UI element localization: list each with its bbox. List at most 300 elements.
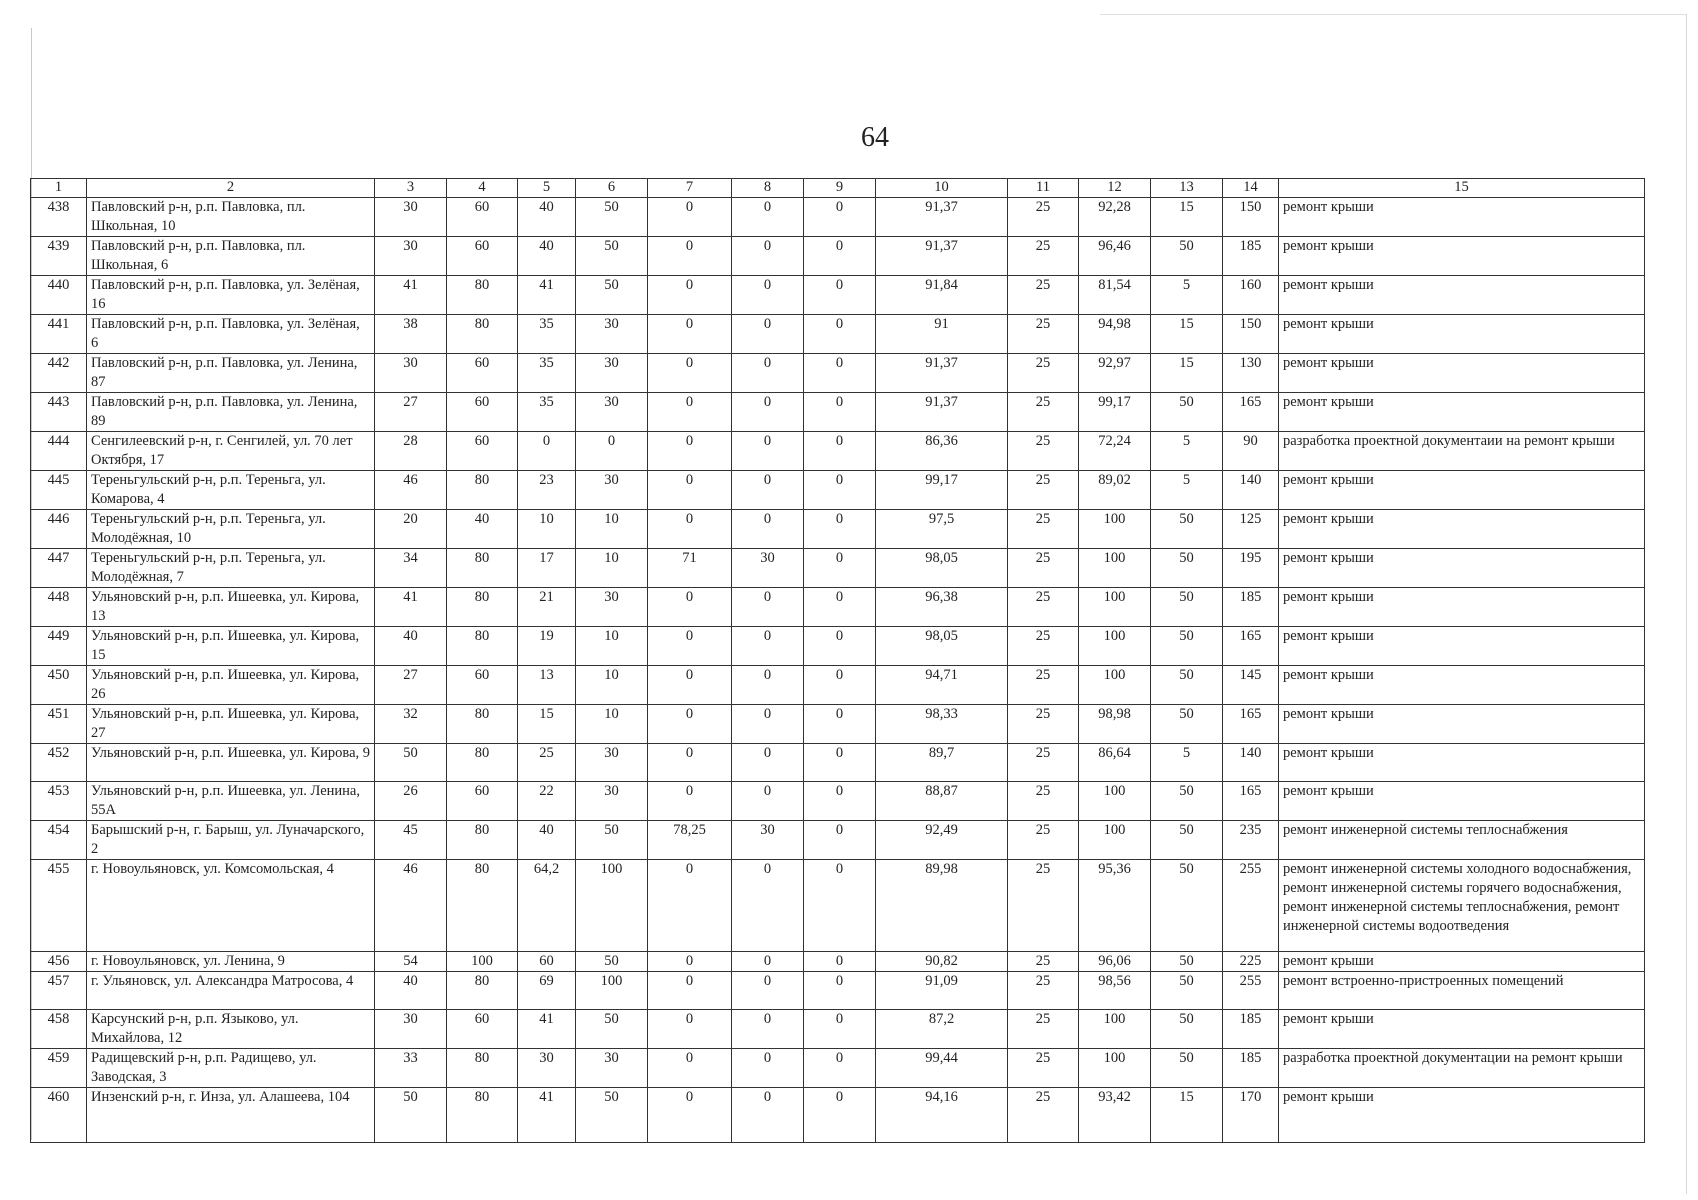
value-cell: 0	[732, 860, 804, 952]
value-cell: 98,98	[1079, 705, 1151, 744]
value-cell: 100	[1079, 1010, 1151, 1049]
value-cell: 91,37	[876, 354, 1008, 393]
value-cell: 130	[1223, 354, 1279, 393]
value-cell: 22	[518, 782, 576, 821]
address-cell: Павловский р-н, р.п. Павловка, пл. Школьная, 6	[87, 237, 375, 276]
value-cell: 25	[1008, 1088, 1079, 1143]
value-cell: 91,37	[876, 237, 1008, 276]
value-cell: 0	[732, 666, 804, 705]
column-header: 3	[375, 179, 447, 198]
value-cell: 91,37	[876, 393, 1008, 432]
address-cell: Тереньгульский р-н, р.п. Тереньга, ул. Комарова, 4	[87, 471, 375, 510]
value-cell: 25	[1008, 782, 1079, 821]
work-type-cell: ремонт крыши	[1279, 237, 1645, 276]
value-cell: 0	[648, 276, 732, 315]
value-cell: 25	[1008, 588, 1079, 627]
value-cell: 100	[1079, 510, 1151, 549]
value-cell: 80	[447, 972, 518, 1010]
value-cell: 40	[518, 237, 576, 276]
value-cell: 25	[1008, 860, 1079, 952]
value-cell: 71	[648, 549, 732, 588]
value-cell: 40	[447, 510, 518, 549]
table-row	[31, 510, 1645, 549]
work-type-cell: ремонт крыши	[1279, 510, 1645, 549]
value-cell: 10	[576, 549, 648, 588]
row-number-cell: 446	[31, 510, 87, 549]
value-cell: 165	[1223, 627, 1279, 666]
value-cell: 50	[1151, 860, 1223, 952]
value-cell: 255	[1223, 972, 1279, 1010]
value-cell: 60	[447, 666, 518, 705]
value-cell: 5	[1151, 744, 1223, 782]
value-cell: 99,17	[1079, 393, 1151, 432]
value-cell: 0	[732, 627, 804, 666]
value-cell: 0	[648, 627, 732, 666]
value-cell: 0	[648, 471, 732, 510]
value-cell: 50	[1151, 1010, 1223, 1049]
value-cell: 125	[1223, 510, 1279, 549]
work-type-cell: ремонт крыши	[1279, 705, 1645, 744]
value-cell: 0	[804, 705, 876, 744]
value-cell: 50	[576, 237, 648, 276]
value-cell: 46	[375, 860, 447, 952]
work-type-cell: разработка проектной документаии на ремонт крыши	[1279, 432, 1645, 471]
value-cell: 13	[518, 666, 576, 705]
value-cell: 45	[375, 821, 447, 860]
value-cell: 25	[1008, 432, 1079, 471]
value-cell: 60	[518, 952, 576, 972]
value-cell: 165	[1223, 782, 1279, 821]
value-cell: 0	[732, 744, 804, 782]
work-type-cell: ремонт крыши	[1279, 276, 1645, 315]
value-cell: 30	[576, 744, 648, 782]
value-cell: 0	[648, 393, 732, 432]
table-row	[31, 588, 1645, 627]
work-type-cell: ремонт крыши	[1279, 588, 1645, 627]
table-row	[31, 972, 1645, 1010]
work-type-cell: ремонт крыши	[1279, 627, 1645, 666]
value-cell: 50	[1151, 666, 1223, 705]
table-row	[31, 471, 1645, 510]
table-row	[31, 821, 1645, 860]
value-cell: 92,97	[1079, 354, 1151, 393]
value-cell: 0	[804, 315, 876, 354]
data-table	[30, 178, 1645, 1143]
value-cell: 0	[732, 1088, 804, 1143]
value-cell: 15	[1151, 354, 1223, 393]
column-header: 2	[87, 179, 375, 198]
address-cell: Павловский р-н, р.п. Павловка, ул. Ленина, 89	[87, 393, 375, 432]
value-cell: 100	[1079, 1049, 1151, 1088]
value-cell: 0	[732, 952, 804, 972]
value-cell: 0	[804, 952, 876, 972]
work-type-cell: ремонт крыши	[1279, 1010, 1645, 1049]
value-cell: 0	[648, 198, 732, 237]
value-cell: 46	[375, 471, 447, 510]
address-cell: Павловский р-н, р.п. Павловка, ул. Зелёная, 6	[87, 315, 375, 354]
value-cell: 25	[1008, 666, 1079, 705]
value-cell: 0	[732, 782, 804, 821]
value-cell: 100	[1079, 821, 1151, 860]
address-cell: Карсунский р-н, р.п. Языково, ул. Михайлова, 12	[87, 1010, 375, 1049]
value-cell: 195	[1223, 549, 1279, 588]
value-cell: 25	[1008, 198, 1079, 237]
column-header: 14	[1223, 179, 1279, 198]
value-cell: 0	[804, 510, 876, 549]
table-row	[31, 354, 1645, 393]
table-row	[31, 744, 1645, 782]
column-header: 7	[648, 179, 732, 198]
value-cell: 0	[648, 782, 732, 821]
value-cell: 0	[648, 972, 732, 1010]
value-cell: 32	[375, 705, 447, 744]
table-row	[31, 952, 1645, 972]
column-header: 11	[1008, 179, 1079, 198]
value-cell: 0	[648, 432, 732, 471]
value-cell: 185	[1223, 1049, 1279, 1088]
value-cell: 100	[1079, 782, 1151, 821]
value-cell: 90	[1223, 432, 1279, 471]
value-cell: 80	[447, 588, 518, 627]
value-cell: 80	[447, 1088, 518, 1143]
value-cell: 100	[576, 860, 648, 952]
value-cell: 98,05	[876, 627, 1008, 666]
value-cell: 92,28	[1079, 198, 1151, 237]
value-cell: 94,71	[876, 666, 1008, 705]
value-cell: 50	[576, 821, 648, 860]
value-cell: 0	[648, 705, 732, 744]
value-cell: 95,36	[1079, 860, 1151, 952]
value-cell: 160	[1223, 276, 1279, 315]
row-number-cell: 456	[31, 952, 87, 972]
row-number-cell: 457	[31, 972, 87, 1010]
table-row	[31, 666, 1645, 705]
address-cell: Радищевский р-н, р.п. Радищево, ул. Заводская, 3	[87, 1049, 375, 1088]
value-cell: 0	[732, 354, 804, 393]
value-cell: 0	[648, 510, 732, 549]
value-cell: 100	[1079, 588, 1151, 627]
value-cell: 25	[1008, 952, 1079, 972]
value-cell: 98,05	[876, 549, 1008, 588]
value-cell: 91,37	[876, 198, 1008, 237]
value-cell: 99,44	[876, 1049, 1008, 1088]
column-header: 6	[576, 179, 648, 198]
value-cell: 0	[648, 666, 732, 705]
column-header: 15	[1279, 179, 1645, 198]
value-cell: 185	[1223, 1010, 1279, 1049]
value-cell: 72,24	[1079, 432, 1151, 471]
value-cell: 98,33	[876, 705, 1008, 744]
row-number-cell: 459	[31, 1049, 87, 1088]
value-cell: 15	[1151, 198, 1223, 237]
value-cell: 15	[1151, 1088, 1223, 1143]
value-cell: 50	[1151, 627, 1223, 666]
value-cell: 185	[1223, 237, 1279, 276]
row-number-cell: 438	[31, 198, 87, 237]
value-cell: 100	[1079, 627, 1151, 666]
address-cell: Ульяновский р-н, р.п. Ишеевка, ул. Кирова, 15	[87, 627, 375, 666]
value-cell: 80	[447, 860, 518, 952]
value-cell: 0	[804, 1088, 876, 1143]
value-cell: 0	[732, 432, 804, 471]
address-cell: г. Новоульяновск, ул. Комсомольская, 4	[87, 860, 375, 952]
value-cell: 0	[804, 972, 876, 1010]
value-cell: 50	[1151, 972, 1223, 1010]
value-cell: 0	[804, 432, 876, 471]
address-cell: Тереньгульский р-н, р.п. Тереньга, ул. Молодёжная, 10	[87, 510, 375, 549]
value-cell: 28	[375, 432, 447, 471]
value-cell: 30	[375, 237, 447, 276]
value-cell: 41	[375, 276, 447, 315]
work-type-cell: ремонт инженерной системы теплоснабжения	[1279, 821, 1645, 860]
row-number-cell: 443	[31, 393, 87, 432]
work-type-cell: ремонт крыши	[1279, 315, 1645, 354]
table-row	[31, 393, 1645, 432]
value-cell: 30	[576, 782, 648, 821]
column-header: 4	[447, 179, 518, 198]
value-cell: 0	[804, 588, 876, 627]
value-cell: 60	[447, 198, 518, 237]
value-cell: 0	[732, 276, 804, 315]
value-cell: 10	[576, 627, 648, 666]
value-cell: 25	[1008, 549, 1079, 588]
work-type-cell: ремонт крыши	[1279, 354, 1645, 393]
value-cell: 60	[447, 354, 518, 393]
value-cell: 90,82	[876, 952, 1008, 972]
value-cell: 10	[576, 666, 648, 705]
value-cell: 34	[375, 549, 447, 588]
value-cell: 40	[375, 627, 447, 666]
value-cell: 96,38	[876, 588, 1008, 627]
row-number-cell: 445	[31, 471, 87, 510]
value-cell: 0	[648, 860, 732, 952]
column-header: 5	[518, 179, 576, 198]
column-header: 12	[1079, 179, 1151, 198]
value-cell: 80	[447, 471, 518, 510]
value-cell: 165	[1223, 393, 1279, 432]
value-cell: 0	[732, 237, 804, 276]
value-cell: 91,84	[876, 276, 1008, 315]
value-cell: 0	[804, 666, 876, 705]
value-cell: 50	[1151, 782, 1223, 821]
value-cell: 50	[576, 1010, 648, 1049]
value-cell: 0	[804, 782, 876, 821]
value-cell: 0	[732, 705, 804, 744]
value-cell: 0	[576, 432, 648, 471]
table-body	[31, 198, 1645, 1143]
address-cell: Ульяновский р-н, р.п. Ишеевка, ул. Кирова, 26	[87, 666, 375, 705]
value-cell: 30	[576, 471, 648, 510]
value-cell: 33	[375, 1049, 447, 1088]
value-cell: 10	[518, 510, 576, 549]
value-cell: 0	[648, 588, 732, 627]
value-cell: 0	[732, 510, 804, 549]
row-number-cell: 442	[31, 354, 87, 393]
value-cell: 100	[1079, 549, 1151, 588]
work-type-cell: ремонт крыши	[1279, 393, 1645, 432]
row-number-cell: 451	[31, 705, 87, 744]
column-header: 9	[804, 179, 876, 198]
value-cell: 20	[375, 510, 447, 549]
value-cell: 30	[375, 354, 447, 393]
value-cell: 10	[576, 705, 648, 744]
value-cell: 25	[1008, 510, 1079, 549]
table-row	[31, 237, 1645, 276]
row-number-cell: 450	[31, 666, 87, 705]
value-cell: 0	[648, 315, 732, 354]
work-type-cell: ремонт встроенно-пристроенных помещений	[1279, 972, 1645, 1010]
value-cell: 21	[518, 588, 576, 627]
value-cell: 165	[1223, 705, 1279, 744]
value-cell: 40	[375, 972, 447, 1010]
value-cell: 30	[576, 315, 648, 354]
value-cell: 0	[648, 354, 732, 393]
row-number-cell: 458	[31, 1010, 87, 1049]
value-cell: 30	[518, 1049, 576, 1088]
column-header: 1	[31, 179, 87, 198]
value-cell: 0	[804, 860, 876, 952]
value-cell: 0	[732, 1010, 804, 1049]
value-cell: 170	[1223, 1088, 1279, 1143]
value-cell: 0	[732, 588, 804, 627]
row-number-cell: 447	[31, 549, 87, 588]
value-cell: 50	[1151, 821, 1223, 860]
value-cell: 25	[1008, 627, 1079, 666]
address-cell: Павловский р-н, р.п. Павловка, ул. Ленина, 87	[87, 354, 375, 393]
scan-edge-top	[1100, 14, 1686, 15]
value-cell: 0	[804, 627, 876, 666]
value-cell: 25	[1008, 821, 1079, 860]
value-cell: 40	[518, 821, 576, 860]
value-cell: 60	[447, 1010, 518, 1049]
work-type-cell: ремонт крыши	[1279, 549, 1645, 588]
table-row	[31, 1010, 1645, 1049]
page-number: 64	[861, 122, 889, 153]
row-number-cell: 444	[31, 432, 87, 471]
table-row	[31, 276, 1645, 315]
value-cell: 0	[804, 276, 876, 315]
value-cell: 0	[648, 952, 732, 972]
value-cell: 69	[518, 972, 576, 1010]
value-cell: 97,5	[876, 510, 1008, 549]
value-cell: 15	[518, 705, 576, 744]
value-cell: 5	[1151, 471, 1223, 510]
value-cell: 0	[804, 744, 876, 782]
value-cell: 25	[1008, 393, 1079, 432]
value-cell: 25	[1008, 744, 1079, 782]
value-cell: 60	[447, 432, 518, 471]
value-cell: 150	[1223, 198, 1279, 237]
value-cell: 81,54	[1079, 276, 1151, 315]
value-cell: 50	[1151, 1049, 1223, 1088]
value-cell: 50	[576, 276, 648, 315]
value-cell: 35	[518, 354, 576, 393]
value-cell: 0	[648, 744, 732, 782]
value-cell: 50	[1151, 237, 1223, 276]
value-cell: 91,09	[876, 972, 1008, 1010]
row-number-cell: 441	[31, 315, 87, 354]
value-cell: 0	[518, 432, 576, 471]
value-cell: 0	[732, 972, 804, 1010]
scan-edge-right	[1686, 14, 1687, 1194]
value-cell: 235	[1223, 821, 1279, 860]
value-cell: 38	[375, 315, 447, 354]
value-cell: 86,36	[876, 432, 1008, 471]
value-cell: 0	[732, 315, 804, 354]
value-cell: 64,2	[518, 860, 576, 952]
column-header: 10	[876, 179, 1008, 198]
value-cell: 50	[576, 198, 648, 237]
value-cell: 225	[1223, 952, 1279, 972]
value-cell: 27	[375, 393, 447, 432]
table-row	[31, 549, 1645, 588]
table-row	[31, 315, 1645, 354]
value-cell: 25	[1008, 237, 1079, 276]
value-cell: 0	[804, 198, 876, 237]
work-type-cell: ремонт крыши	[1279, 782, 1645, 821]
value-cell: 80	[447, 1049, 518, 1088]
column-header: 8	[732, 179, 804, 198]
address-cell: Инзенский р-н, г. Инза, ул. Алашеева, 104	[87, 1088, 375, 1143]
value-cell: 96,46	[1079, 237, 1151, 276]
address-cell: Ульяновский р-н, р.п. Ишеевка, ул. Кирова, 27	[87, 705, 375, 744]
address-cell: Сенгилеевский р-н, г. Сенгилей, ул. 70 лет Октября, 17	[87, 432, 375, 471]
row-number-cell: 449	[31, 627, 87, 666]
value-cell: 50	[1151, 705, 1223, 744]
value-cell: 5	[1151, 432, 1223, 471]
value-cell: 255	[1223, 860, 1279, 952]
work-type-cell: ремонт инженерной системы холодного водоснабжения, ремонт инженерной системы горячего водоснабжения, ремонт инженерной системы теплоснабжения, ремонт инженерной системы водоотведения	[1279, 860, 1645, 952]
table-row	[31, 1049, 1645, 1088]
table-row	[31, 860, 1645, 952]
value-cell: 54	[375, 952, 447, 972]
value-cell: 19	[518, 627, 576, 666]
work-type-cell: ремонт крыши	[1279, 952, 1645, 972]
value-cell: 80	[447, 627, 518, 666]
value-cell: 91	[876, 315, 1008, 354]
value-cell: 150	[1223, 315, 1279, 354]
work-type-cell: разработка проектной документации на ремонт крыши	[1279, 1049, 1645, 1088]
value-cell: 41	[518, 276, 576, 315]
value-cell: 80	[447, 744, 518, 782]
row-number-cell: 440	[31, 276, 87, 315]
value-cell: 80	[447, 276, 518, 315]
value-cell: 25	[1008, 1010, 1079, 1049]
value-cell: 25	[518, 744, 576, 782]
value-cell: 23	[518, 471, 576, 510]
value-cell: 185	[1223, 588, 1279, 627]
value-cell: 0	[804, 393, 876, 432]
header-row	[31, 179, 1645, 198]
value-cell: 26	[375, 782, 447, 821]
value-cell: 140	[1223, 471, 1279, 510]
table-row	[31, 432, 1645, 471]
value-cell: 0	[732, 471, 804, 510]
value-cell: 30	[576, 354, 648, 393]
value-cell: 94,16	[876, 1088, 1008, 1143]
value-cell: 0	[804, 821, 876, 860]
value-cell: 80	[447, 705, 518, 744]
value-cell: 86,64	[1079, 744, 1151, 782]
work-type-cell: ремонт крыши	[1279, 471, 1645, 510]
work-type-cell: ремонт крыши	[1279, 666, 1645, 705]
value-cell: 50	[1151, 549, 1223, 588]
address-cell: г. Ульяновск, ул. Александра Матросова, 4	[87, 972, 375, 1010]
value-cell: 50	[375, 1088, 447, 1143]
value-cell: 25	[1008, 1049, 1079, 1088]
value-cell: 87,2	[876, 1010, 1008, 1049]
address-cell: Ульяновский р-н, р.п. Ишеевка, ул. Кирова, 13	[87, 588, 375, 627]
